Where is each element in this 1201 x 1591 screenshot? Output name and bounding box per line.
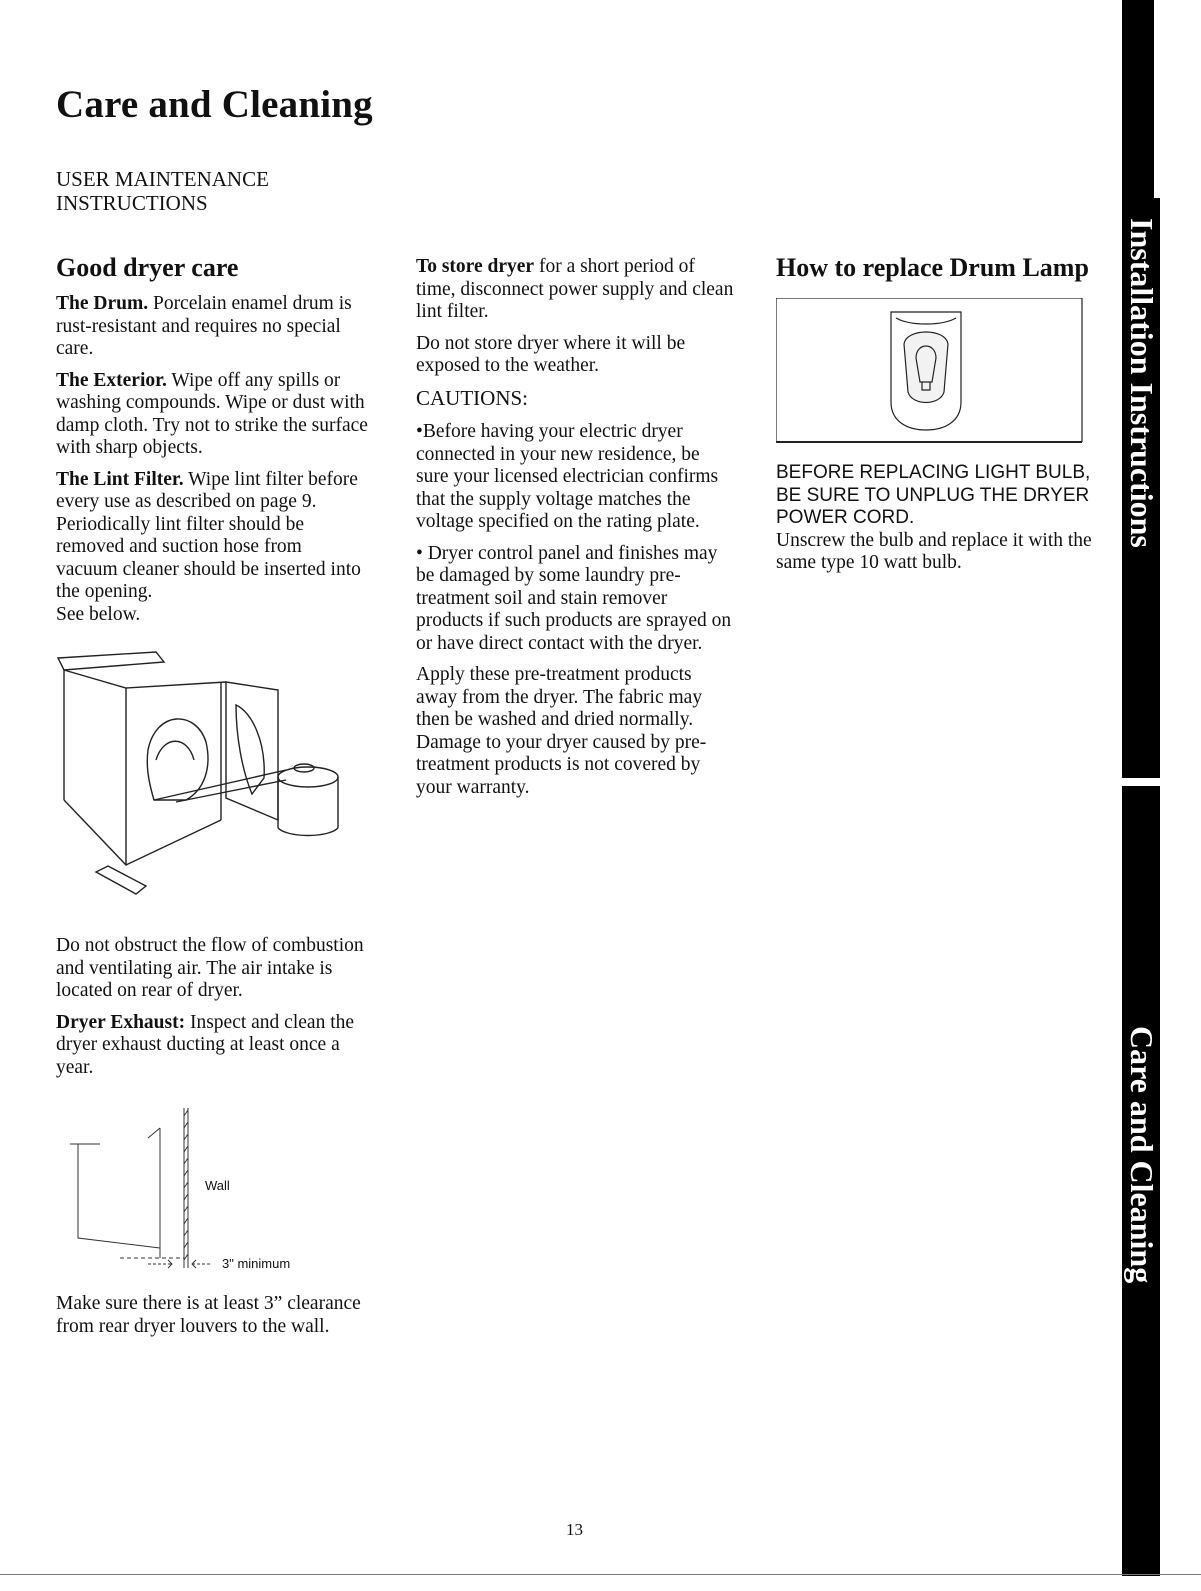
- exterior-lead: The Exterior.: [56, 369, 167, 391]
- subheading-line-1: USER MAINTENANCE: [56, 167, 269, 191]
- store-paragraph: [416, 256, 734, 324]
- store-lead: To store dryer: [416, 256, 535, 277]
- airflow-section: [56, 935, 368, 1088]
- lint-paragraph: [56, 469, 368, 604]
- lamp-warning: BEFORE REPLACING LIGHT BULB, BE SURE TO UNPLUG THE DRYER POWER CORD.: [776, 462, 1091, 528]
- store-text: for a short period of time, disconnect power supply and clean lint filter.: [416, 256, 734, 322]
- drum-lead: The Drum.: [56, 293, 149, 314]
- airflow-paragraph: Do not obstruct the flow of combustion and ventilating air. The air intake is located on rear of dryer.: [56, 935, 364, 1001]
- lamp-instructions: [776, 462, 1096, 575]
- side-tab-installation: [1122, 198, 1160, 778]
- good-care-column: [56, 253, 368, 635]
- exhaust-paragraph: [56, 1012, 368, 1080]
- clearance-section: [56, 1293, 368, 1347]
- dryer-vacuum-illustration: [56, 650, 356, 910]
- drum-text: Porcelain enamel drum is rust-resistant and requires no special care.: [56, 293, 352, 359]
- exterior-paragraph: [56, 370, 368, 460]
- exhaust-lead: Dryer Exhaust:: [56, 1011, 186, 1033]
- good-care-heading: Good dryer care: [56, 253, 239, 282]
- exhaust-text: Inspect and clean the dryer exhaust ducting at least once a year.: [56, 1011, 355, 1078]
- lamp-heading: How to replace Drum Lamp: [776, 253, 1089, 282]
- clearance-paragraph: Make sure there is at least 3” clearance from rear dryer louvers to the wall.: [56, 1293, 361, 1337]
- see-below: See below.: [56, 603, 141, 625]
- weather-paragraph: Do not store dryer where it will be exposed to the weather.: [416, 332, 686, 376]
- drum-lamp-illustration: [776, 298, 1096, 448]
- drum-paragraph: [56, 293, 368, 361]
- side-tab-care: [1122, 786, 1160, 1576]
- wall-label: Wall: [205, 1178, 230, 1193]
- page-title: Care and Cleaning: [56, 83, 373, 126]
- storage-column: [416, 256, 734, 808]
- side-tab-top: [1122, 0, 1154, 198]
- apply-paragraph: Apply these pre-treatment products away from the dryer. The fabric may then be washed and dried normally. Damage to your dryer caused by pre-treatment products is not covered by your warranty.: [416, 664, 707, 798]
- caution-panel: • Dryer control panel and finishes may be damaged by some laundry pre-treatment soil and stain remover products if such products are sprayed on or have direct contact with the dryer.: [416, 542, 732, 654]
- side-tab-installation-label: Installation Instructions: [1124, 218, 1160, 548]
- caution-voltage: •Before having your electric dryer connected in your new residence, be sure your licensed electrician confirms that the supply voltage matches the voltage specified on the rating plate.: [416, 421, 719, 532]
- lint-text: Wipe lint filter before every use as described on page 9. Periodically lint filter should be removed and suction hose from vacuum cleaner should be inserted into the opening.: [56, 468, 361, 602]
- side-tab-care-label: Care and Cleaning: [1124, 1026, 1160, 1284]
- page-number: 13: [566, 1520, 583, 1539]
- exterior-text: Wipe off any spills or washing compounds. Wipe or dust with damp cloth. Try not to strike the surface with sharp objects.: [56, 369, 368, 458]
- subheading-line-2: INSTRUCTIONS: [56, 191, 208, 215]
- lamp-instruction: Unscrew the bulb and replace it with the same type 10 watt bulb.: [776, 529, 1092, 573]
- cautions-heading: CAUTIONS:: [416, 385, 529, 410]
- lint-lead: The Lint Filter.: [56, 468, 184, 490]
- wall-clearance-diagram: [60, 1108, 320, 1288]
- lamp-column: [776, 253, 1096, 293]
- section-subheading: [56, 167, 269, 215]
- footer-divider: [0, 1574, 1201, 1575]
- minimum-label: 3" minimum: [222, 1256, 291, 1271]
